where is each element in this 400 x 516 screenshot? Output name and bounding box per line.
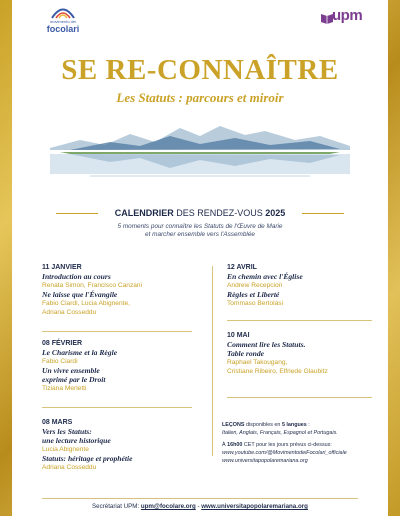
divider — [227, 320, 372, 321]
event-line: Comment lire les Statuts. — [227, 340, 306, 349]
event-line: Cristiane Ribeiro, Elfriede Glaubitz — [227, 368, 328, 375]
event-line: Règles et Liberté — [227, 290, 280, 299]
poster — [12, 0, 388, 516]
page-subtitle: Les Statuts : parcours et miroir — [116, 90, 284, 105]
footer-label: Secrétariat UPM: — [92, 503, 141, 510]
event-block — [42, 418, 202, 472]
event-block — [227, 263, 377, 308]
lessons-colon: : — [306, 422, 310, 428]
event-line: Ne laisse que l'Évangile — [42, 290, 118, 299]
event-line: Adriana Cosseddu — [42, 464, 97, 471]
calendar-intro — [82, 223, 318, 239]
event-line: exprimé par le Droit — [42, 375, 106, 384]
event-line: Un vivre ensemble — [42, 366, 100, 375]
divider — [227, 397, 372, 398]
lessons-info — [222, 421, 382, 465]
event-line: Tiziana Merletti — [42, 385, 87, 392]
event-line: Introduction au cours — [42, 272, 111, 281]
divider — [42, 331, 192, 332]
time-value: 16h00 — [227, 442, 243, 448]
event-line: Lucia Abignente — [42, 446, 89, 453]
event-line: Fabio Ciardi, Lucia Abignente, — [42, 300, 130, 307]
event-line: Adriana Cosseddu — [42, 309, 97, 316]
event-date: 08 MARS — [42, 419, 73, 426]
calendar-heading-bold: CALENDRIER — [114, 208, 174, 218]
event-line: En chemin avec l'Église — [227, 272, 303, 281]
event-date: 11 JANVIER — [42, 264, 82, 271]
intro-line-1: 5 moments pour connaître les Statuts de l'Œuvre de Marie — [117, 223, 283, 230]
website-link[interactable]: www.universitapopolaremariana.org — [222, 458, 308, 464]
lessons-mid: disponibles en — [244, 422, 282, 428]
event-date: 12 AVRIL — [227, 264, 257, 271]
time-pre: À — [222, 442, 228, 448]
upm-logo-text: upm — [332, 7, 363, 24]
calendar-heading-mid: DES RENDEZ-VOUS — [173, 208, 266, 218]
event-date: 08 FÉVRIER — [42, 340, 83, 347]
event-block — [227, 331, 377, 376]
lessons-headline — [222, 421, 382, 429]
calendar-heading-year: 2025 — [265, 208, 286, 218]
youtube-link[interactable]: www.youtube.com/@MovimentodeiFocolari_officiale — [222, 450, 347, 456]
event-line: Vers les Statuts: — [42, 427, 92, 436]
calendar-rule-right — [302, 213, 344, 214]
event-line: Table ronde — [227, 349, 265, 358]
lessons-languages: Italien, Anglais, Français, Espagnol et Portugais. — [222, 430, 338, 436]
lessons-count: 5 langues — [281, 422, 307, 428]
focolari-logo — [40, 5, 86, 34]
upm-logo — [320, 6, 370, 32]
lessons-time — [222, 441, 382, 449]
intro-line-2: et marcher ensemble vers l'Assemblée — [145, 231, 255, 238]
event-line: une lecture historique — [42, 436, 111, 445]
logo-sub-text: movimento dei — [49, 19, 76, 24]
lessons-word: LEÇONS — [222, 422, 245, 428]
time-post: CET pour les jours prévus ci-dessus: — [242, 442, 332, 448]
event-date: 10 MAI — [227, 332, 250, 339]
footer-separator: - — [195, 503, 202, 510]
event-line: Renata Simon, Francisco Canzani — [42, 282, 143, 289]
event-line: Fabio Ciardi — [42, 358, 78, 365]
divider — [42, 407, 192, 408]
page-title: SE RE-CONNAÎTRE — [61, 54, 339, 86]
event-block — [42, 263, 202, 317]
footer-divider — [42, 498, 358, 499]
footer — [12, 503, 388, 510]
event-block — [42, 339, 202, 393]
logo-main-text: focolari — [46, 24, 80, 34]
event-line: Tommaso Bertolasi — [227, 300, 284, 307]
footer-email-link[interactable]: upm@focolare.org — [140, 503, 196, 510]
event-line: Le Charisme et la Règle — [42, 348, 118, 357]
footer-website-link[interactable]: www.universitapopolaremariana.org — [201, 503, 308, 510]
event-line: Andrew Recepcion — [227, 282, 283, 289]
event-line: Raphael Takougang, — [227, 359, 288, 366]
sun-arc-icon — [50, 5, 76, 19]
event-line: Statuts: héritage et prophétie — [42, 454, 133, 463]
column-divider — [212, 266, 213, 456]
mountain-lake-illustration — [50, 118, 350, 184]
